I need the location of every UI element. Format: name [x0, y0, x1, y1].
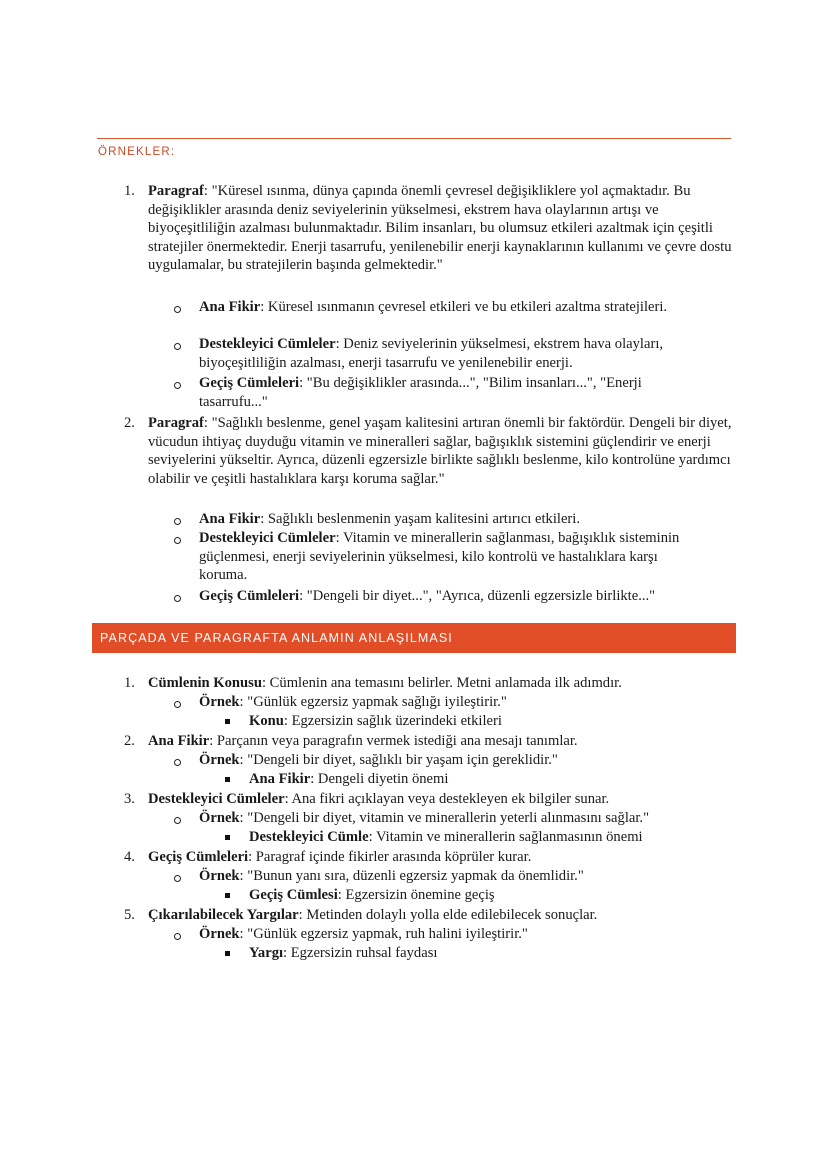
paragraph-body: : "Sağlıklı beslenme, genel yaşam kalitesini artıran önemli bir faktördür. Dengeli bir diyet, vücudun ihtiyaç duyduğu vitamin ve mineralleri sağlar, bağışıklık sistemini güçlendirir ve enerji seviyelerini yükseltir. Ayrıca, düzenli egzersizle birlikte sağlıklı beslenme, kilo kontrolüne yardımcı olabilir ve çeşitli hastalıklara karşı koruma sağlar.": [148, 415, 732, 487]
concept-label: Cümlenin Konusu: [148, 675, 262, 691]
detail-text: : Vitamin ve minerallerin sağlanmasının önemi: [368, 829, 643, 845]
concept-label: Ana Fikir: [148, 733, 210, 749]
bullet-text: : "Bu değişiklikler arasında...", "Bilim insanları...", "Enerji tasarrufu...": [199, 375, 642, 410]
circle-bullet-icon: [174, 817, 181, 824]
bullet-label: Ana Fikir: [199, 299, 261, 315]
circle-bullet-icon: [174, 759, 181, 766]
list-number: 1.: [124, 183, 135, 199]
paragraph-body: : "Küresel ısınma, dünya çapında önemli çevresel değişikliklere yol açmaktadır. Bu değişiklikler arasında deniz seviyelerinin yükselmesi, ekstrem hava olaylarının artışı ve biyoçeşitliliğin azalması bulunmaktadır. Bilim insanları, bu olumsuz etkileri azaltmak için çeşitli stratejiler önermektedir. Enerji tasarrufu, yenilenebilir enerji kaynaklarının kullanımı ve çevre dostu uygulamalar, bu stratejilerin başında gelmektedir.": [148, 183, 732, 273]
bullet-text: : Küresel ısınmanın çevresel etkileri ve bu etkileri azaltma stratejileri.: [260, 299, 668, 315]
detail-label: Destekleyici Cümle: [249, 829, 369, 845]
detail-label: Yargı: [249, 945, 284, 961]
paragraph-text: [148, 414, 734, 488]
bullet-text: : Vitamin ve minerallerin sağlanması, bağışıklık sisteminin güçlenmesi, enerji seviyelerinin yükselmesi, kilo kontrolü ve hastalıklara karşı koruma.: [199, 530, 680, 583]
circle-bullet-icon: [174, 595, 181, 602]
paragraph-text: [148, 182, 734, 275]
detail-label: Ana Fikir: [249, 771, 311, 787]
example-text: : "Dengeli bir diyet, vitamin ve minerallerin yeterli alınmasını sağlar.": [239, 810, 650, 826]
paragraph-label: Paragraf: [148, 415, 204, 431]
circle-bullet-icon: [174, 933, 181, 940]
circle-bullet-icon: [174, 343, 181, 350]
square-bullet-icon: [225, 835, 230, 840]
circle-bullet-icon: [174, 382, 181, 389]
detail-text: : Egzersizin önemine geçiş: [337, 887, 495, 903]
detail-text: : Egzersizin sağlık üzerindeki etkileri: [283, 713, 502, 729]
list-number: 1.: [124, 675, 135, 691]
bullet-text: : "Dengeli bir diyet...", "Ayrıca, düzenli egzersizle birlikte...": [299, 588, 656, 604]
list-number: 2.: [124, 733, 135, 749]
bullet-text: : Sağlıklı beslenmenin yaşam kalitesini artırıcı etkileri.: [260, 511, 580, 527]
example-label: Örnek: [199, 810, 240, 826]
example-label: Örnek: [199, 868, 240, 884]
detail-text: : Egzersizin ruhsal faydası: [283, 945, 438, 961]
section-banner: [92, 623, 736, 653]
example-text: : "Günlük egzersiz yapmak sağlığı iyileştirir.": [239, 694, 507, 710]
detail-label: Konu: [249, 713, 284, 729]
banner-title: PARÇADA VE PARAGRAFTA ANLAMIN ANLAŞILMASI: [100, 631, 453, 645]
list-number: 2.: [124, 415, 135, 431]
detail-label: Geçiş Cümlesi: [249, 887, 338, 903]
example-label: Örnek: [199, 926, 240, 942]
example-label: Örnek: [199, 752, 240, 768]
circle-bullet-icon: [174, 537, 181, 544]
section-divider-line: [97, 138, 731, 139]
bullet-label: Ana Fikir: [199, 511, 261, 527]
paragraph-label: Paragraf: [148, 183, 204, 199]
example-text: : "Günlük egzersiz yapmak, ruh halini iyileştirir.": [239, 926, 528, 942]
square-bullet-icon: [225, 719, 230, 724]
square-bullet-icon: [225, 951, 230, 956]
concept-text: : Parçanın veya paragrafın vermek istediği ana mesajı tanımlar.: [209, 733, 578, 749]
concept-label: Geçiş Cümleleri: [148, 849, 249, 865]
list-number: 4.: [124, 849, 135, 865]
bullet-label: Destekleyici Cümleler: [199, 530, 336, 546]
circle-bullet-icon: [174, 306, 181, 313]
list-number: 5.: [124, 907, 135, 923]
concept-text: : Metinden dolaylı yolla elde edilebilecek sonuçlar.: [298, 907, 598, 923]
square-bullet-icon: [225, 893, 230, 898]
circle-bullet-icon: [174, 518, 181, 525]
bullet-text: : Deniz seviyelerinin yükselmesi, ekstrem hava olayları, biyoçeşitliliğin azalması, enerji tasarrufu ve yenilenebilir enerji.: [199, 336, 664, 371]
bullet-label: Geçiş Cümleleri: [199, 588, 300, 604]
circle-bullet-icon: [174, 875, 181, 882]
bullet-label: Geçiş Cümleleri: [199, 375, 300, 391]
concept-text: : Cümlenin ana temasını belirler. Metni anlamada ilk adımdır.: [261, 675, 622, 691]
example-text: : "Bunun yanı sıra, düzenli egzersiz yapmak da önemlidir.": [239, 868, 584, 884]
concept-label: Çıkarılabilecek Yargılar: [148, 907, 299, 923]
concept-text: : Ana fikri açıklayan veya destekleyen ek bilgiler sunar.: [284, 791, 610, 807]
example-label: Örnek: [199, 694, 240, 710]
concept-label: Destekleyici Cümleler: [148, 791, 285, 807]
detail-text: : Dengeli diyetin önemi: [310, 771, 449, 787]
concept-text: : Paragraf içinde fikirler arasında köprüler kurar.: [248, 849, 532, 865]
circle-bullet-icon: [174, 701, 181, 708]
list-number: 3.: [124, 791, 135, 807]
bullet-label: Destekleyici Cümleler: [199, 336, 336, 352]
square-bullet-icon: [225, 777, 230, 782]
example-text: : "Dengeli bir diyet, sağlıklı bir yaşam için gereklidir.": [239, 752, 558, 768]
examples-heading: ÖRNEKLER:: [98, 146, 176, 158]
